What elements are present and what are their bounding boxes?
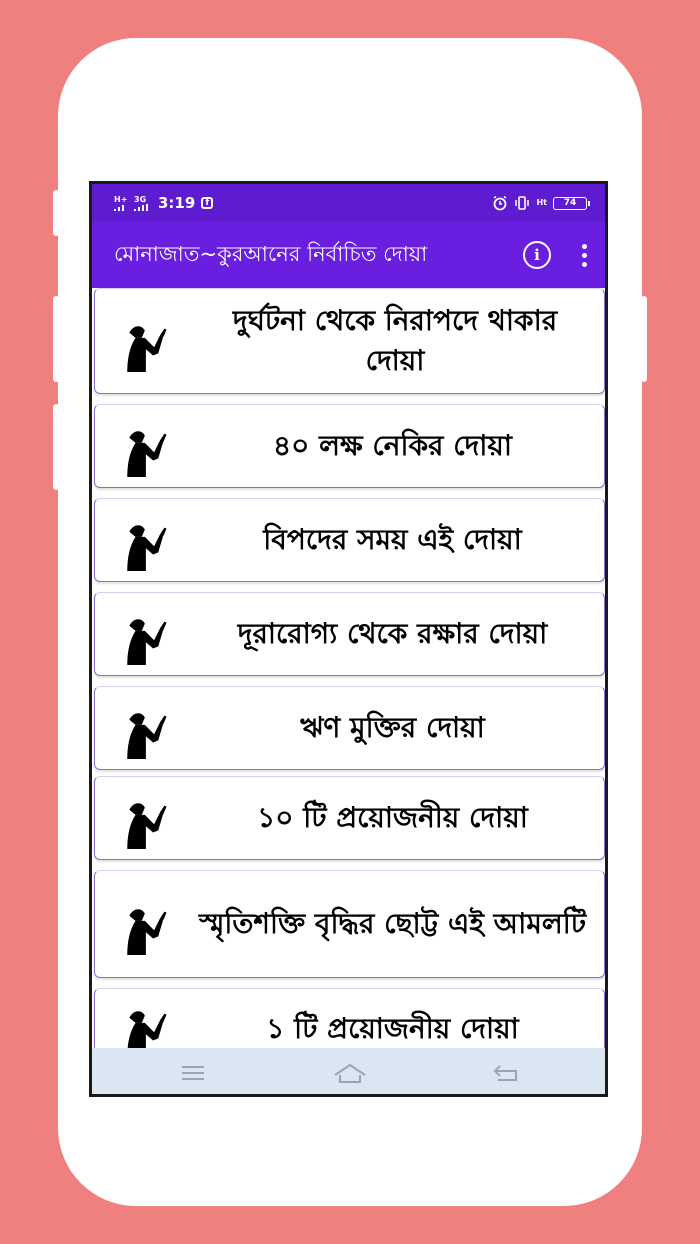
list-item[interactable] — [94, 686, 605, 770]
list-item-label: দুর্ঘটনা থেকে নিরাপদে থাকার দোয়া — [232, 304, 558, 377]
list-item[interactable] — [94, 404, 605, 488]
list-item-label: বিপদের সময় এই দোয়া — [263, 523, 522, 556]
praying-man-icon — [119, 697, 181, 759]
side-button — [53, 190, 59, 236]
phone-screen — [89, 181, 608, 1097]
home-icon[interactable] — [332, 1062, 368, 1086]
signal-bars-icon — [114, 204, 128, 211]
back-icon[interactable] — [492, 1062, 520, 1084]
praying-man-icon — [119, 415, 181, 477]
dua-list[interactable] — [92, 288, 605, 1048]
list-item[interactable] — [94, 776, 605, 860]
facebook-icon: f — [201, 197, 213, 209]
battery-indicator: 74 — [553, 197, 587, 210]
info-icon-label: i — [534, 246, 540, 264]
list-item[interactable] — [94, 288, 605, 394]
app-bar — [92, 222, 605, 288]
more-vert-icon[interactable] — [579, 244, 589, 267]
list-item-label: ১০ টি প্রয়োজনীয় দোয়া — [257, 801, 528, 834]
side-button — [53, 296, 59, 382]
list-item[interactable] — [94, 498, 605, 582]
system-navbar — [92, 1048, 605, 1097]
list-item-label: ৪০ লক্ষ নেকির দোয়া — [272, 429, 513, 462]
network-type-right: Ht — [536, 198, 547, 207]
list-item[interactable] — [94, 988, 605, 1048]
status-bar — [92, 184, 605, 222]
praying-man-icon — [119, 893, 181, 955]
list-item[interactable] — [94, 592, 605, 676]
signal-indicator — [114, 196, 128, 211]
list-item-label: ঋণ মুক্তির দোয়া — [300, 711, 485, 744]
network-type-2: 3G — [134, 194, 147, 204]
praying-man-icon — [119, 787, 181, 849]
side-button — [641, 296, 647, 382]
list-item-label: দূরারোগ্য থেকে রক্ষার দোয়া — [237, 617, 548, 650]
praying-man-icon — [119, 310, 181, 372]
signal-bars-icon — [134, 204, 152, 211]
vibrate-icon — [514, 195, 530, 211]
clock: 3:19 — [158, 194, 196, 212]
network-type: H+ — [114, 194, 128, 204]
side-button — [53, 404, 59, 490]
list-item-label: স্মৃতিশক্তি বৃদ্ধির ছোট্ট এই আমলটি — [198, 907, 586, 940]
menu-icon[interactable] — [180, 1062, 206, 1084]
praying-man-icon — [119, 995, 181, 1048]
list-item[interactable] — [94, 870, 605, 978]
alarm-icon — [492, 195, 508, 211]
app-title: মোনাজাত~কুরআনের নির্বাচিত দোয়া — [114, 241, 428, 266]
praying-man-icon — [119, 509, 181, 571]
info-icon[interactable] — [523, 241, 551, 269]
praying-man-icon — [119, 603, 181, 665]
signal-indicator-2 — [134, 196, 152, 211]
list-item-label: ১ টি প্রয়োজনীয় দোয়া — [266, 1012, 519, 1045]
